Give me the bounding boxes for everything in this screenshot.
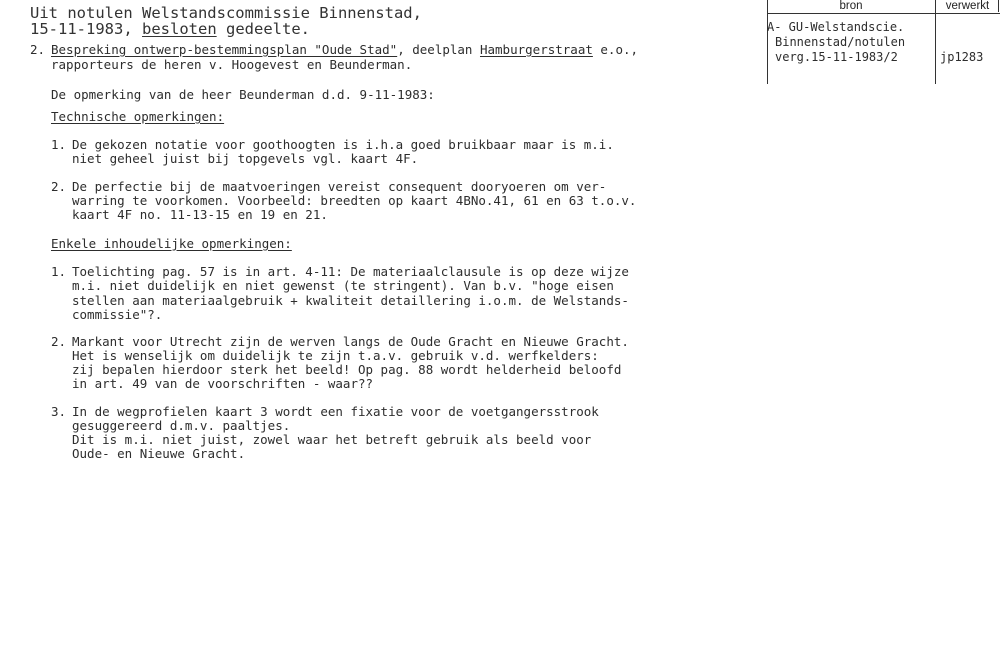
header-title: Uit notulen Welstandscommissie Binnenstad, [30,4,422,22]
content-point-2-num: 2. [51,334,67,349]
source-line-1: A- GU-Welstandscie. [767,20,905,34]
content-point-3-line-2: gesuggereerd d.m.v. paaltjes. [72,418,291,433]
technical-point-2-line-1: De perfectie bij de maatvoeringen vereist consequent dooryoeren om ver- [72,179,607,194]
header-date-line [30,20,310,38]
column-header-source: bron [839,0,863,12]
technical-point-2-line-3: kaart 4F no. 11-13-15 en 19 en 21. [72,207,328,222]
header-date: 15-11-1983, [30,20,133,38]
remark-intro: De opmerking van de heer Beunderman d.d. 9-11-1983: [51,87,435,102]
content-point-3-line-4: Oude- en Nieuwe Gracht. [72,446,246,461]
content-point-3-num: 3. [51,404,67,419]
technical-point-1-line-2: niet geheel juist bij topgevels vgl. kaart 4F. [72,151,419,166]
content-point-2-line-1: Markant voor Utrecht zijn de werven langs de Oude Gracht en Nieuwe Gracht. [72,334,629,349]
subject-mid: , deelplan [397,42,480,57]
processed-code: jp1283 [940,50,984,64]
technical-point-1-line-1: De gekozen notatie voor goothoogten is i.h.a goed bruikbaar maar is m.i. [72,137,614,152]
source-line-3: verg.15-11-1983/2 [775,50,898,64]
technical-heading: Technische opmerkingen: [51,109,225,124]
technical-point-2-num: 2. [51,179,67,194]
subject-plan: Bespreking ontwerp-bestemmingsplan "Oude Stad" [51,42,398,57]
content-point-3-line-3: Dit is m.i. niet juist, zowel waar het betreft gebruik als beeld voor [72,432,592,447]
header-closed-rest: gedeelte. [226,20,310,38]
content-heading: Enkele inhoudelijke opmerkingen: [51,236,292,251]
content-point-1-line-1: Toelichting pag. 57 is in art. 4-11: De materiaalclausule is op deze wijze [72,264,629,279]
content-point-3-line-1: In de wegprofielen kaart 3 wordt een fixatie voor de voetgangersstrook [72,404,599,419]
source-line-2: Binnenstad/notulen [775,35,906,49]
content-point-1-num: 1. [51,264,67,279]
content-point-1-line-2: m.i. niet duidelijk en niet gewenst (te stringent). Van b.v. "hoge eisen [72,278,614,293]
subject-end: e.o., [592,42,639,57]
column-header-processed: verwerkt [945,0,990,12]
item-rapporteurs: rapporteurs de heren v. Hoogevest en Beunderman. [51,57,413,72]
header-closed: besloten [142,20,217,38]
content-point-1-line-3: stellen aan materiaalgebruik + kwaliteit detaillering i.o.m. de Welstands- [72,293,629,308]
source-table [767,0,1000,84]
content-point-2-line-3: zij bepalen hierdoor sterk het beeld! Op pag. 88 wordt helderheid beloofd [72,362,622,377]
subject-street: Hamburgerstraat [479,42,593,57]
content-point-2-line-4: in art. 49 van de voorschriften - waar?? [72,376,374,391]
content-point-2-line-2: Het is wenselijk om duidelijk te zijn t.a.v. gebruik v.d. werfkelders: [72,348,599,363]
table-header-rule [767,13,1000,14]
content-point-1-line-4: commissie"?. [72,307,163,322]
technical-point-2-line-2: warring te voorkomen. Voorbeeld: breedten op kaart 4BNo.41, 61 en 63 t.o.v. [72,193,637,208]
item-number: 2. [30,42,46,57]
technical-point-1-num: 1. [51,137,67,152]
item-subject [51,43,638,58]
